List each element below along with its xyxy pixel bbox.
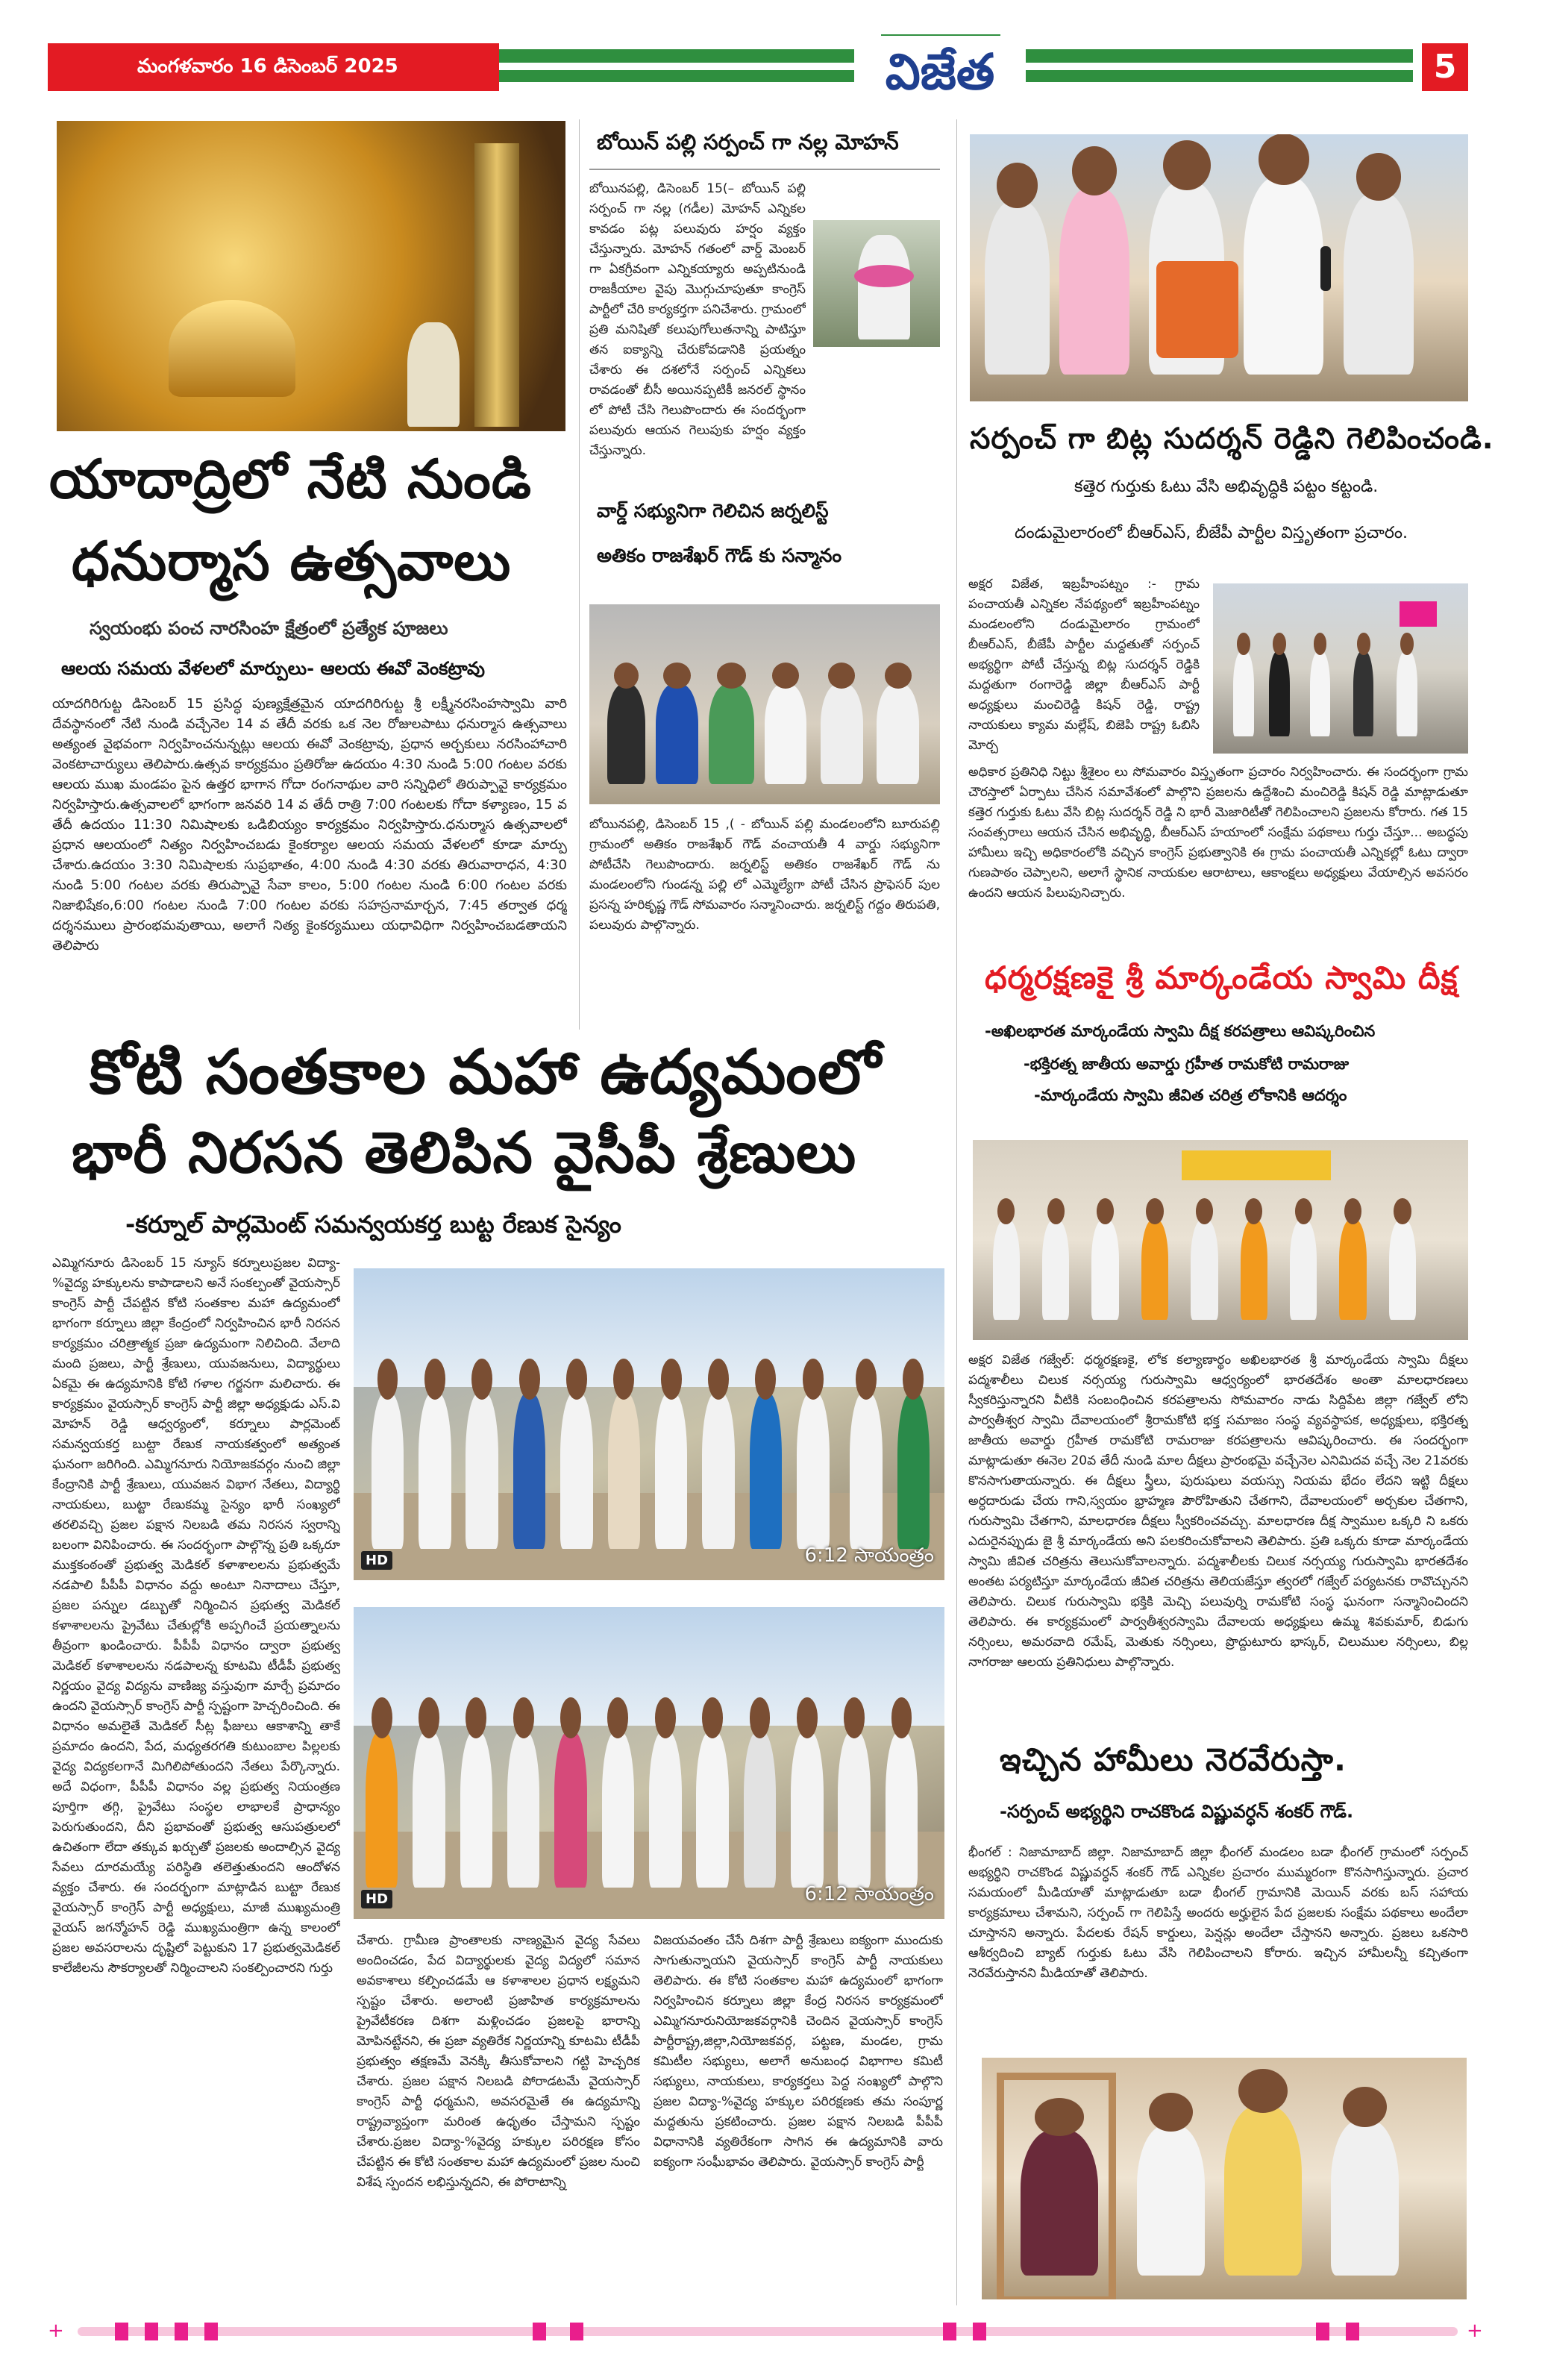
campaign-photo <box>970 134 1468 401</box>
journalist-headline-2: అతికం రాజశేఖర్ గౌడ్ కు సన్మానం <box>597 545 842 566</box>
masthead-title: విజేత <box>885 43 995 101</box>
person <box>419 1393 451 1549</box>
person <box>985 201 1050 375</box>
person <box>460 1732 493 1888</box>
person <box>1310 651 1330 736</box>
person <box>1290 1220 1317 1320</box>
photo-timestamp: 6:12 సాయంత్రం <box>804 1883 934 1905</box>
masthead-bar <box>48 43 1468 91</box>
sudarshan-body-full: అధికార ప్రతినిధి నిట్టు శ్రీశైలం లు సోమవారం విస్తృతంగా ప్రచారం నిర్వహించారు. ఈ సందర్భంగా గ్రామ చౌరస్తాలో ఏర్పాటు చేసిన సమావేశంలో పాల్గొని ప్రజలను ఉద్దేశించి మంచిరెడ్డి కిషన్ రెడ్డి మాట్లాడుతూ కత్తెర గుర్తుకు ఓటు వేసి బిట్ల సుదర్శన్ రెడ్డి ని భారీ మెజారిటీతో గెలిపించాలని ప్రజలను కోరారు. గత 15 సంవత్సరాలు ఆయన చేసిన అభివృద్ధి, బీఆర్ఎస్ హయాంలో సంక్షేమ పథకాలు గుర్తు చేస్తూ... అబద్ధపు హామీలు ఇచ్చి అధికారంలోకి వచ్చిన కాంగ్రెస్ ప్రభుత్వానికి ఈ గ్రామ పంచాయతీ ఎన్నికల్లో ఓటు ద్వారా గుణపాఠం చెప్పాలని, అలాగే స్థానిక నాయకుల ఆరాటాలు, ఆకాంక్షలు అధ్యక్షులు వేయాల్సిన అవసరం ఉందని ఆయన పిలుపునిచ్చారు. <box>968 765 1468 901</box>
strip-block <box>943 2323 956 2340</box>
masthead-logo <box>854 31 1026 106</box>
koti-body-left: ఎమ్మిగనూరు డిసెంబర్ 15 న్యూస్ కర్నూలుప్రజల విద్యా-%వైద్య హక్కులను కాపాడాలని అనే సంకల్పంతో వైయస్సార్ కాంగ్రెస్ పార్టీ చేపట్టిన కోటి సంతకాల మహా ఉద్యమంలో భాగంగా కర్నూలు జిల్లా కేంద్రంలో నిర్వహించిన భారీ నిరసన కార్యక్రమం చరిత్రాత్మక ప్రజా ఉద్యమంగా నిలిచింది. వేలాది మంది ప్రజలు, పార్టీ శ్రేణులు, యువజనులు, విద్యార్థులు ఏకమై ఈ ఉద్యమానికి కోటి గళాల గర్జనగా మలిచారు. ఈ కార్యక్రమం వైయస్సార్ కాంగ్రెస్ పార్టీ జిల్లా అధ్యక్షుడు ఎస్.వి మోహన్ రెడ్డి ఆధ్వర్యంలో, కర్నూలు పార్లమెంట్ సమన్వయకర్త బుట్టా రేణుక నాయకత్వంలో అత్యంత ఘనంగా జరిగింది. ఎమ్మిగనూరు నియోజకవర్గం నుంచి జిల్లా కేంద్రానికి పార్టీ శ్రేణులు, యువజన విభాగ నేతలు, విద్యార్థి నాయకులు, బుట్టా రేణుకమ్మ సైన్యం భారీ సంఖ్యలో తరలివచ్చి ప్రజల పక్షాన నిలబడి తమ నిరసన స్వరాన్ని బలంగా వినిపించారు. ఈ సందర్భంగా పాల్గొన్న ప్రతి ఒక్కరూ ముక్తకంఠంతో ప్రభుత్వ మెడికల్ కళాశాలలను ప్రభుత్వమే నడపాలి పీపీపీ విధానం వద్దు అంటూ నినాదాలు చేస్తూ, ప్రజల పన్నుల డబ్బుతో నిర్మించిన ప్రభుత్వ మెడికల్ కళాశాలలను ప్రైవేటు చేతుల్లోకి అప్పగించే ప్రయత్నాలను తీవ్రంగా ఖండించారు. పీపీపీ విధానం ద్వారా ప్రభుత్వ మెడికల్ కళాశాలలను నడపాలన్న కూటమి టీడీపీ ప్రభుత్వ నిర్ణయం వైద్య విద్యను వాణిజ్య వస్తువుగా మార్చే ప్రమాదం ఉందని వైయస్సార్ కాంగ్రెస్ పార్టీ స్పష్టంగా హెచ్చరించింది. ఈ విధానం అమలైతే మెడికల్ సీట్ల ఫీజులు ఆకాశాన్ని తాకే ప్రమాదం ఉందని, పేద, మధ్యతరగతి కుటుంబాల పిల్లలకు వైద్య విద్యకలగానే మిగిలిపోతుందని నేతలు పేర్కొన్నారు. అదే విధంగా, పీపీపీ విధానం వల్ల ప్రభుత్వ నియంత్రణ పూర్తిగా తగ్గి, ప్రైవేటు సంస్థల లాభాలకే ప్రాధాన్యం పెరుగుతుందని, దీని ప్రభావంతో ప్రభుత్వ ఆసుపత్రులలో ఉచితంగా లేదా తక్కువ ఖర్చుతో ప్రజలకు అందాల్సిన వైద్య సేవలు దూరమయ్యే పరిస్థితి తలెత్తుతుందని ఆందోళన వ్యక్తం చేశారు. ఈ సందర్భంగా మాట్లాడిన బుట్టా రేణుక వైయస్సార్ కాంగ్రెస్ పార్టీ అధ్యక్షులు, మాజీ ముఖ్యమంత్రి వైయస్ జగన్మోహన్ రెడ్డి ముఖ్యమంత్రిగా ఉన్న కాలంలో ప్రజల అవసరాలను దృష్టిలో పెట్టుకుని 17 ప్రభుత్వమెడికల్ కాలేజీలను సౌకర్యాలతో నిర్మించాలని సంకల్పించారని గుర్తు <box>52 1256 340 1976</box>
person <box>702 1393 735 1549</box>
photo-timestamp: 6:12 సాయంత్రం <box>804 1544 934 1567</box>
journalist-felicitation-photo <box>589 604 940 804</box>
koti-body-right: విజయవంతం చేసే దిశగా పార్టీ శ్రేణులు ఐక్యంగా ముందుకు సాగుతున్నాయని వైయస్సార్ కాంగ్రెస్ పార్టీ నాయకులు తెలిపారు. ఈ కోటి సంతకాల మహా ఉద్యమంలో భాగంగా నిర్వహించిన కర్నూలు జిల్లా కేంద్ర నిరసన కార్యక్రమంలో ఎమ్మిగనూరునియోజకవర్గానికి చెందిన వైయస్సార్ కాంగ్రెస్ పార్టీరాష్ట్ర,జిల్లా,నియోజకవర్గ, పట్టణ, మండల, గ్రామ కమిటీల సభ్యులు, అలాగే అనుబంధ విభాగాల కమిటీ సభ్యులు, నాయకులు, కార్యకర్తలు పెద్ద సంఖ్యలో పాల్గొని ప్రజల విద్యా-%వైద్య హక్కుల పరిరక్షణకు తమ సంపూర్ణ మద్దతును ప్రకటించారు. ప్రజల పక్షాన నిలబడి పీపీపీ విధానానికి వ్యతిరేకంగా సాగిన ఈ ఉద్యమానికి వారు ఐక్యంగా సంఘీభావం తెలిపారు. వైయస్సార్ కాంగ్రెస్ పార్టీ <box>654 1933 943 2170</box>
markandeya-pamphlet-photo <box>973 1140 1468 1340</box>
markandeya-headline: ధర్మరక్షణకై శ్రీ మార్కండేయ స్వామి దీక్ష <box>985 959 1458 996</box>
plus-icon: + <box>1467 2320 1483 2342</box>
hamilu-body: భీంగల్ : నిజామాబాద్ జిల్లా. నిజామాబాద్ జిల్లా భీంగల్ మండలం బడా భీంగల్ గ్రామంలో సర్పంచ్ అభ్యర్థిని రాచకొండ విష్ణువర్ధన్ శంకర్ గౌడ్ ఎన్నికల ప్రచారం ముమ్మరంగా కొనసాగిస్తున్నారు. ప్రచార సమయంలో మీడియాతో మాట్లాడుతూ బడా భీంగల్ గ్రామానికి మెయిన్ వరకు బస్ సహాయ కార్యక్రమాలు చేశామని, సర్పంచ్ గా గెలిపిస్తే అందరు అర్హులైన పేద ప్రజలకు సంక్షేమ పథకాలు అందేలా చూస్తానని అన్నారు. పేదలకు రేషన్ కార్డులు, పెన్షన్లు అందేలా చేస్తానని అన్నారు. ప్రజలు ఒకసారి ఆశీర్వదించి బ్యాట్ గుర్తుకు ఓటు వేసి గెలిపించాలని కోరారు. ఇచ్చిన హామీలన్నీ కచ్చితంగా నెరవేరుస్తానని మీడియాతో తెలిపారు. <box>968 1845 1468 1981</box>
koti-rally-photo-1 <box>354 1268 944 1580</box>
person <box>877 684 918 784</box>
koti-headline-2: భారీ నిరసన తెలిపిన వైసీపీ శ్రేణులు <box>72 1119 857 1186</box>
person <box>821 684 862 784</box>
garland-icon <box>854 265 914 287</box>
person <box>554 1732 587 1888</box>
header-date: మంగళవారం 16 డిసెంబర్ 2025 <box>137 55 398 78</box>
flag-icon <box>1400 601 1437 627</box>
person <box>1224 2106 1302 2276</box>
strip-block <box>204 2323 218 2340</box>
person <box>1339 1220 1367 1320</box>
koti-headline-1: కోటి సంతకాల మహా ఉద్యమంలో <box>90 1037 882 1108</box>
rally-photo <box>1213 583 1468 754</box>
person <box>608 1393 641 1549</box>
person <box>1269 651 1289 736</box>
candidate-figure <box>858 235 910 339</box>
page-number-box <box>1422 43 1468 91</box>
boinpally-body-top: బోయినపల్లి, డిసెంబర్ 15(– బోయిన్ పల్లి సర్పంచ్ గా నల్ల (గడీల) మోహన్ ఎన్నికల కావడం పట్ల పలువురు హర్షం వ్యక్తం చేస్తున్నారు. మోహన్ గతంలో వార్డ్ మెంబర్ గా ఏకగ్రీవంగా ఎన్నికయ్యారు అప్పటినుండి రాజకీయాల వైపు మొగ్గుచూపుతూ కాంగ్రెస్ పార్టీలో చేరి కార్యకర్తగా పనిచేశారు. గ్రామంలో ప్రతి మనిషితో కలుపుగోలుతనాన్ని పాటిస్తూ తన ఐక్యాన్ని చేరుకోవడానికి ప్రయత్నం చేశారు ఈ దశలోనే సర్పంచ్ ఎన్నికలు రావడంతో బీసీ అయినప్పటికీ జనరల్ స్థానం లో పోటీ చేసి గెలుపొందారు ఈ సందర్భంగా పలువురు ఆయన గెలుపుకు హర్షం వ్యక్తం చేస్తున్నారు. <box>589 181 806 458</box>
person <box>838 1732 871 1888</box>
microphone-icon <box>1320 246 1331 291</box>
footer-decorative-strip <box>48 2320 1495 2342</box>
yadadri-headline-1: యాదాద్రిలో నేటి నుండి <box>49 448 533 510</box>
person <box>1244 177 1323 375</box>
koti-sub: -కర్నూల్ పార్లమెంట్ సమన్వయకర్త బుట్ట రేణుక సైన్యం <box>125 1210 621 1238</box>
plus-icon: + <box>48 2320 64 2342</box>
markandeya-sub-2: -భక్తిరత్న జాతీయ అవార్డు గ్రహీత రామకోటి రామరాజు <box>1024 1055 1350 1073</box>
markandeya-body: అక్షర విజేత గజ్వేల్: ధర్మరక్షణకై, లోక కల్యాణార్థం అఖిలభారత శ్రీ మార్కండేయ స్వామి దీక్షలు పద్మశాలీలు చిలుక నర్సయ్య గురుస్వామి ఆధ్వర్యంలో భారతదేశం అంతా మాలధారణలు స్వీకరిస్తున్నారని వీటికి సంబంధించిన కరపత్రాలను సోమవారం నాడు సిద్దిపేట జిల్లా గజ్వేల్ లోని పార్వతీశ్వర స్వామి దేవాలయంలో శ్రీరామకోటి భక్త సమాజం సంస్థ వ్యవస్థాపక, అధ్యక్షులు, భక్తిరత్న జాతీయ అవార్డు గ్రహీత రామకోటి రామరాజు కరపత్రాలను ఆవిష్కరించారు. ఈ సందర్భంగా మాట్లాడుతూ ఈనెల 20వ తేదీ నుండి మాల దీక్షలు ప్రారంభమై వచ్చేనెల ఎనిమిదవ వచ్చే నెల 21వరకు కొనసాగుతాయన్నారు. ఈ దీక్షలు స్త్రీలు, పురుషులు వయస్సు నియమ భేదం లేదని ఇట్టి దీక్షలు అర్ధదారుడు చేయ గాని,స్వయం భ్రాహ్మణ పౌరోహితుని చేతగాని, దేవాలయంలో అర్చకుల చేతగాని, గురుస్వామి చేతగాని, మాలధారణ దీక్షలు స్వీకరించవచ్చు. మాలధారణ దీక్ష స్వాముల ఒక్కరి ని ఒకరు ఎదురైనప్పుడు జై శ్రీ మార్కండేయ అని పలకరించుకోవాలని తెలిపారు. ప్రతి ఒక్కరు కూడా మార్కండేయ స్వామి జీవిత చరిత్రను తెలుసుకోవాలన్నారు. పద్మశాలీలకు చిలుక నర్సయ్య గురుస్వామి భారతదేశం అంతట పర్యటిస్తూ మార్కండేయ జీవిత చరిత్రను తెలియజేస్తూ త్వరలో గజ్వేల్ పర్యటనకు రావొచ్చునని తెలిపారు. చిలుక గురుస్వామి భక్తికి మెచ్చి పలువుర్ని రామకోటి సంస్థ ఘనంగా సన్మానించిందని తెలిపారు. ఈ కార్యక్రమంలో పార్వతీశ్వరస్వామి దేవాలయ అధ్యక్షులు ఉమ్మ శివకుమార్, బిడుగు నర్సింలు, అమరవాది రమేష్, మెతుకు నర్సింలు, ప్రొద్దుటూరు భాస్కర్, చిలుముల నర్సింలు, బిల్ల నాగరాజు ఆలయ ప్రతినిధులు పాల్గొన్నారు. <box>968 1353 1468 1670</box>
strip-block <box>570 2323 583 2340</box>
person <box>1389 1220 1417 1320</box>
hd-badge: HD <box>361 1551 392 1570</box>
person <box>366 1732 398 1888</box>
strip-block <box>533 2323 546 2340</box>
yadadri-body: యాదగిరిగుట్ట డిసెంబర్ 15 ప్రసిద్ధ పుణ్యక్షేత్రమైన యాదగిరిగుట్ట శ్రీ లక్ష్మీనరసింహస్వామి వారి దేవస్థానంలో నేటి నుండి వచ్చేనెల 14 వ తేదీ వరకు ఒక నెల రోజులపాటు ధనుర్మాస ఉత్సవాలు అత్యంత వైభవంగా నిర్వహించనున్నట్లు ఆలయ ఈవో వెంకట్రావు, ప్రధాన అర్చకులు నరసింహాచారి వెంకటాచార్యులు తెలిపారు.ఉత్సవ కార్యక్రమం ప్రతిరోజు ఉదయం 4:30 నుండి 5:00 గంటల వరకు ఆలయ ముఖ మండపం పైన ఉత్తర భాగాన గోదా రంగనాథుల వారి సన్నిధిలో తిరుప్పావై కార్యక్రమం నిర్వహిస్తారు.ఉత్సవాలలో భాగంగా జనవరి 14 వ తేదీ రాత్రి 7:00 గంటలకు గోదా కళ్యాణం, 15 వ తేదీ ఉదయం 11:30 నిమిషాలకు ఒడిబియ్యం కార్యక్రమం నిర్వహిస్తారు.ధనుర్మాస ఉత్సవాలలో ప్రధాన ఆలయంలో నిత్యం నిర్వహించబడు కైంకర్యాల ఆలయ సమయ వేళలలో కూడా మార్పు చేశారు.ఉదయం 3:30 నిమిషాలకు సుప్రభాతం, 4:00 నుండి 4:30 వరకు తిరువారాధన, 4:30 నుండి 5:00 గంటల వరకు తిరుప్పావై సేవా కాలం, 5:00 గంటల నుండి 6:00 గంటల వరకు నిజాభిషేకం,6:00 గంటల నుండి 7:00 గంటల వరకు సహస్రనామార్చన, 7:45 తర్వాత ధర్మ దర్శనములు ప్రారంభమవుతాయి, అలాగే నిత్య కైంకర్యములు యధావిధిగా నిర్వహించబడతాయని తెలిపారు <box>52 696 567 953</box>
person <box>709 684 754 784</box>
hamilu-sub: -సర్పంచ్ అభ్యర్థిని రాచకొండ విష్ణువర్ధన్ శంకర్ గౌడ్. <box>1000 1801 1354 1822</box>
person <box>466 1393 498 1549</box>
person <box>897 1393 930 1549</box>
hd-badge: HD <box>361 1890 392 1908</box>
person <box>791 1732 824 1888</box>
strip-block <box>145 2323 158 2340</box>
sudarshan-body-left: అక్షర విజేత, ఇబ్రహీంపట్నం :- గ్రామ పంచాయతీ ఎన్నికల నేపథ్యంలో ఇబ్రహీంపట్నం మండలంలోని దండుమైలారం గ్రామంలో బీఆర్ఎస్, బీజేపీ పార్టీల మద్దతుతో సర్పంచ్ అభ్యర్థిగా పోటీ చేస్తున్న బిట్ల సుదర్శన్ రెడ్డికి మద్దతుగా రంగారెడ్డి జిల్లా బీఆర్ఎస్ పార్టీ అధ్యక్షులు మంచిరెడ్డి కిషన్ రెడ్డి, రాష్ట్ర నాయకులు క్యామ మల్లేష్, బిజెపి రాష్ట్ర ఓబిసి మోర్చ <box>968 577 1200 753</box>
column-divider <box>956 119 957 2305</box>
yadadri-sub-1: స్వయంభు పంచ నారసింహ క్షేత్రంలో ప్రత్యేక పూజలు <box>90 618 448 639</box>
person <box>1241 1220 1268 1320</box>
sudarshan-headline: సర్పంచ్ గా బిట్ల సుదర్శన్ రెడ్డిని గెలిపించండి. <box>970 422 1494 456</box>
hamilu-headline: ఇచ్చిన హామీలు నెరవేరుస్తా. <box>1000 1741 1347 1778</box>
person <box>797 1393 830 1549</box>
hamilu-campaign-photo <box>982 2058 1467 2299</box>
banner-icon <box>1182 1150 1331 1180</box>
person <box>1344 193 1414 375</box>
boinpally-photo <box>813 220 940 347</box>
person <box>1233 651 1253 736</box>
sudarshan-sub-2: దండుమైలారంలో బీఆర్ఎస్, బీజేపీ పార్టీల విస్తృతంగా ప్రచారం. <box>1015 524 1408 542</box>
person <box>1331 2120 1399 2275</box>
person <box>993 1220 1021 1320</box>
journalist-body: బోయినపల్లి, డిసెంబర్ 15 ,( - బోయిన్ పల్లి మండలంలోని బూరుపల్లి గ్రామంలో అతికం రాజశేఖర్ గౌడ్ వంచాయతీ 4 వార్డు సభ్యునిగా పోటీచేసి గెలుపొందారు. జర్నలిస్ట్ అతికం రాజశేఖర్ గౌడ్ ను మండలంలోని గుండన్న పల్లి లో ఎమ్మెల్యేగా పోటీ చేసిన ప్రొఫెసర్ పుల ప్రసన్న హరికృష్ణ గౌడ్ సోమవారం సన్మానించారు. జర్నలిస్ట్ గద్దం తిరుపతి, పలువురు పాల్గొన్నారు. <box>589 817 940 933</box>
yadadri-sub-2: ఆలయ సమయ వేళలలో మార్పులు- ఆలయ ఈవో వెంకట్రావు <box>61 658 485 679</box>
golden-lamp-icon <box>169 300 295 397</box>
person <box>744 1732 777 1888</box>
person <box>1141 1220 1169 1320</box>
strip-block <box>973 2323 986 2340</box>
person <box>765 684 806 784</box>
person <box>602 1732 635 1888</box>
person <box>656 684 698 784</box>
koti-body-mid: చేశారు. గ్రామీణ ప్రాంతాలకు నాణ్యమైన వైద్య సేవలు అందించడం, పేద విద్యార్థులకు వైద్య విద్యలో సమాన అవకాశాలు కల్పించడమే ఆ కళాశాలల ప్రధాన లక్ష్యమని స్పష్టం చేశారు. అలాంటి ప్రజాహిత కార్యక్రమాలను ప్రైవేటీకరణ దిశగా మళ్లించడం ప్రజలపై భారాన్ని మోపినట్టేనని, ఈ ప్రజా వ్యతిరేక నిర్ణయాన్ని కూటమి టీడీపీ ప్రభుత్వం తక్షణమే వెనక్కి తీసుకోవాలని గట్టి హెచ్చరిక చేశారు. ప్రజల పక్షాన నిలబడి పోరాడటమే వైయస్సార్ కాంగ్రెస్ పార్టీ ధర్మమని, అవసరమైతే ఈ ఉద్యమాన్ని రాష్ట్రవ్యాప్తంగా మరింత ఉధృతం చేస్తామని స్పష్టం చేశారు.ప్రజల విద్యా-%వైద్య హక్కుల పరిరక్షణ కోసం చేపట్టిన ఈ కోటి సంతకాల మహా ఉద్యమంలో ప్రజల నుంచి విశేష స్పందన లభిస్తున్నదని, ఈ పోరాటాన్ని <box>357 1933 640 2190</box>
person <box>850 1393 883 1549</box>
person <box>1397 651 1417 736</box>
person <box>1137 2126 1205 2276</box>
boinpally-rule <box>589 169 940 170</box>
strip-band <box>78 2327 1458 2336</box>
person <box>513 1393 546 1549</box>
person <box>1091 1220 1119 1320</box>
person <box>649 1732 682 1888</box>
person <box>1191 1220 1218 1320</box>
journalist-headline-1: వార్డ్ సభ్యునిగా గెలిచిన జర్నలిస్ట్ <box>597 500 829 522</box>
person <box>750 1393 783 1549</box>
person <box>1021 2130 1098 2275</box>
boinpally-headline: బోయిన్ పల్లి సర్పంచ్ గా నల్ల మోహన్ <box>597 130 899 154</box>
person <box>560 1393 593 1549</box>
page-number: 5 <box>1433 48 1457 86</box>
sudarshan-sub-1: కత్తెర గుర్తుకు ఓటు వేసి అభివృద్ధికి పట్టం కట్టండి. <box>1074 477 1379 496</box>
strip-block <box>1316 2323 1329 2340</box>
shawl-icon <box>1156 261 1238 358</box>
person <box>1353 651 1373 736</box>
temple-pillar-icon <box>474 143 519 427</box>
priest-figure <box>407 322 460 427</box>
person <box>372 1393 404 1549</box>
person <box>1059 188 1129 375</box>
person <box>607 684 646 784</box>
person <box>1042 1220 1070 1320</box>
strip-block <box>115 2323 128 2340</box>
column-divider <box>579 119 580 1030</box>
person <box>413 1732 445 1888</box>
logo-tagline-icon <box>881 34 1000 42</box>
person <box>655 1393 688 1549</box>
person <box>886 1732 918 1888</box>
strip-block <box>1346 2323 1359 2340</box>
koti-rally-photo-2 <box>354 1607 944 1919</box>
yadadri-temple-photo <box>57 121 565 431</box>
person <box>696 1732 729 1888</box>
yadadri-headline-2: ధనుర్మాస ఉత్సవాలు <box>72 530 512 592</box>
strip-block <box>175 2323 188 2340</box>
person <box>507 1732 540 1888</box>
markandeya-sub-3: -మార్కండేయ స్వామి జీవిత చరిత్ర లోకానికి ఆదర్శం <box>1034 1086 1347 1104</box>
markandeya-sub-1: -అఖిలభారత మార్కండేయ స్వామి దీక్ష కరపత్రాలు ఆవిష్కరించిన <box>985 1022 1376 1040</box>
